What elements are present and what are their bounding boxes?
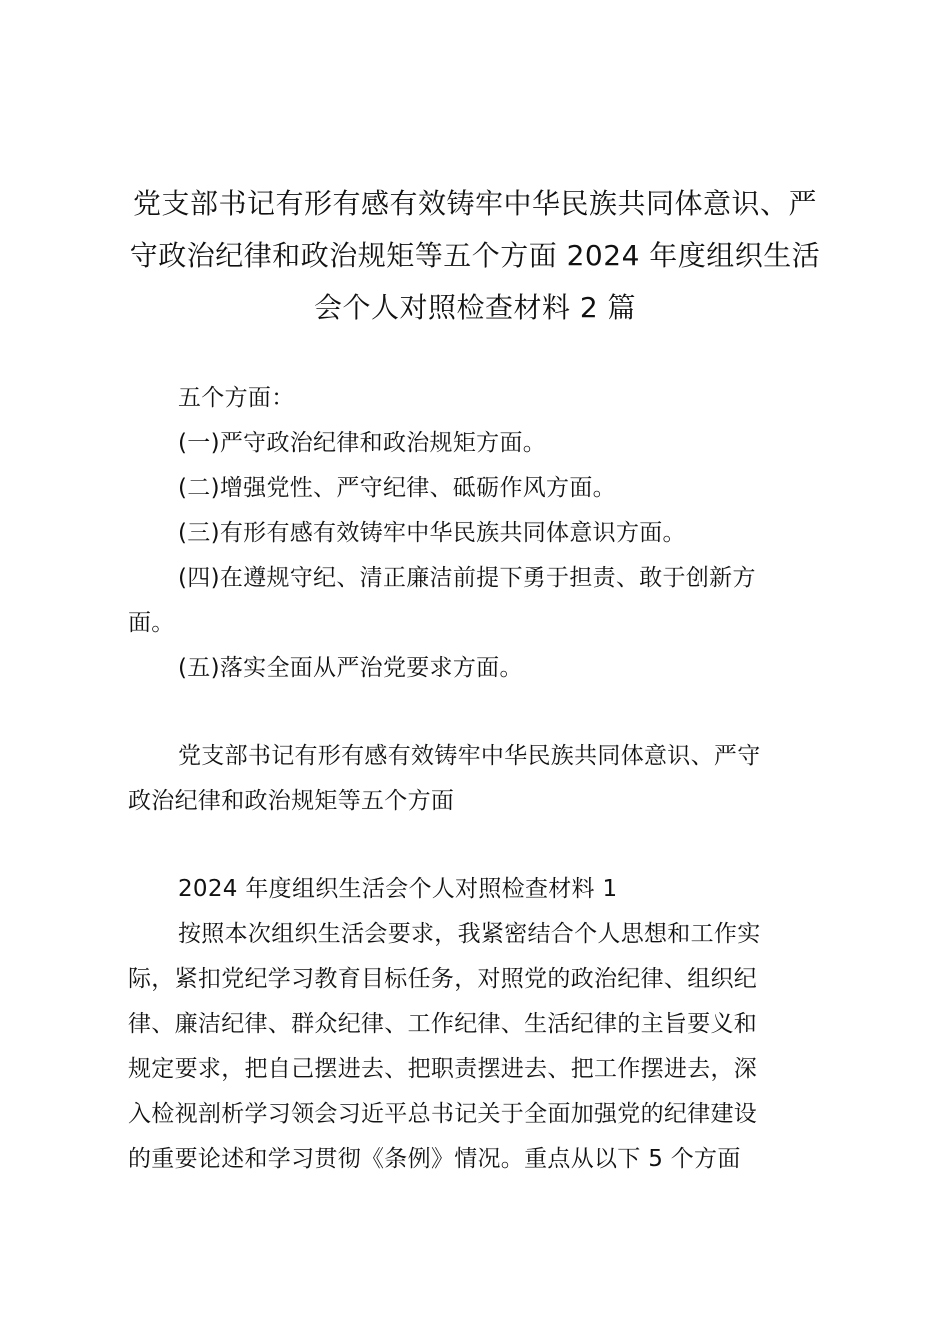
document-title [120,178,830,334]
aspect-item-4-line-1: (四)在遵规守纪、清正廉洁前提下勇于担责、敢于创新方 [178,565,756,591]
material-1-para-line-2: 际，紧扣党纪学习教育目标任务，对照党的政治纪律、组织纪 [128,966,758,992]
aspects-list [128,376,828,691]
aspects-heading: 五个方面： [178,385,295,411]
title-line-1: 党支部书记有形有感有效铸牢中华民族共同体意识、严 [132,187,817,220]
aspect-item-5: (五)落实全面从严治党要求方面。 [178,655,523,681]
material-1-section [128,867,828,1182]
material-1-heading: 2024 年度组织生活会个人对照检查材料 1 [178,876,618,902]
title-line-2: 守政治纪律和政治规矩等五个方面 2024 年度组织生活 [129,239,821,272]
material-1-para-line-5: 入检视剖析学习领会习近平总书记关于全面加强党的纪律建设 [128,1101,758,1127]
aspect-item-2: (二)增强党性、严守纪律、砥砺作风方面。 [178,475,616,501]
material-1-para-line-4: 规定要求，把自己摆进去、把职责摆进去、把工作摆进去，深 [128,1056,758,1082]
material-1-para-line-6: 的重要论述和学习贯彻《条例》情况。重点从以下 5 个方面 [128,1146,741,1172]
material-1-para-line-1: 按照本次组织生活会要求，我紧密结合个人思想和工作实 [178,921,761,947]
aspect-item-1: (一)严守政治纪律和政治规矩方面。 [178,430,547,456]
subtitle-line-1: 党支部书记有形有感有效铸牢中华民族共同体意识、严守 [178,743,761,769]
aspect-item-4-line-2: 面。 [128,610,175,636]
aspect-item-3: (三)有形有感有效铸牢中华民族共同体意识方面。 [178,520,686,546]
title-line-3: 会个人对照检查材料 2 篇 [313,291,637,324]
subtitle-paragraph [128,734,828,824]
material-1-para-line-3: 律、廉洁纪律、群众纪律、工作纪律、生活纪律的主旨要义和 [128,1011,758,1037]
subtitle-line-2: 政治纪律和政治规矩等五个方面 [128,788,455,814]
